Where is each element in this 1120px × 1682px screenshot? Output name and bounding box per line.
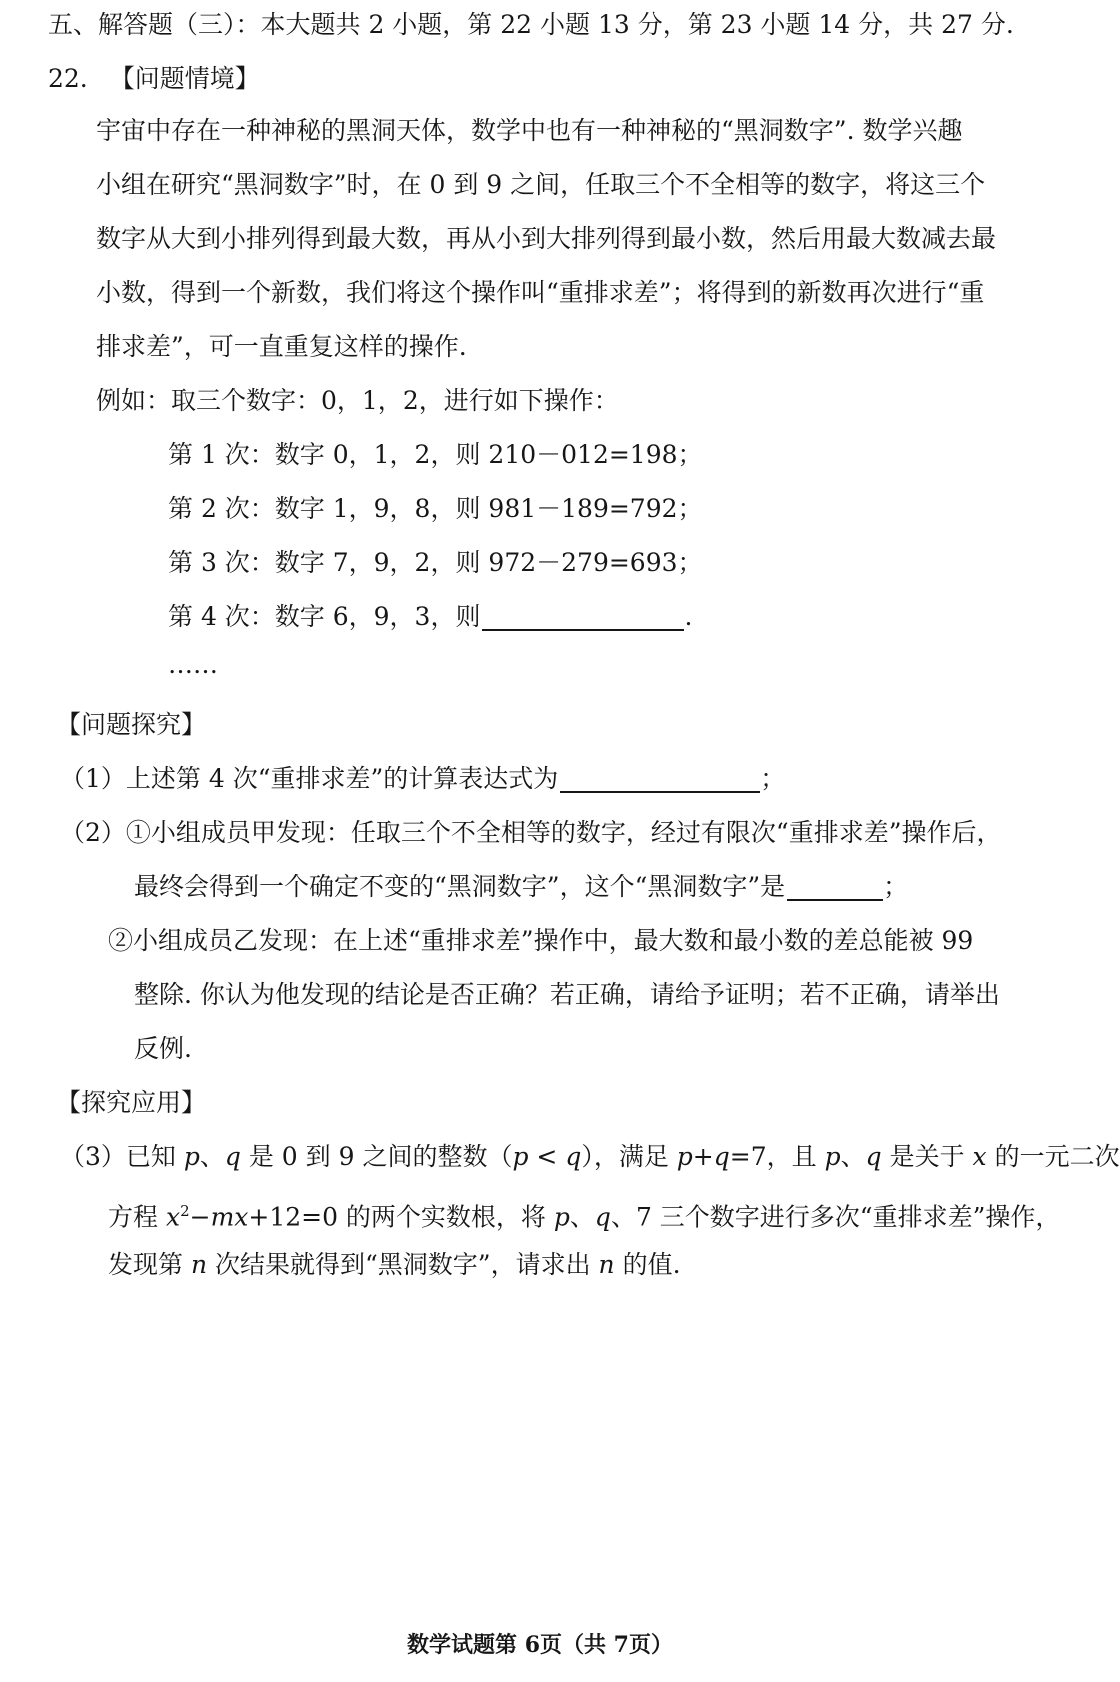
part-2-text: 最终会得到一个确定不变的“黑洞数字”，这个“黑洞数字”是	[134, 872, 786, 901]
step-4	[168, 600, 692, 634]
page-footer: 数学试题第 6页（共 7页）	[407, 1632, 673, 1658]
var-q: q	[713, 1142, 730, 1171]
intro-line-4: 小数，得到一个新数，我们将这个操作叫“重排求差”；将得到的新数再次进行“重	[96, 278, 985, 307]
p3-text: −	[189, 1202, 211, 1232]
var-mx: mx	[210, 1202, 249, 1232]
p3-text: 的值.	[614, 1250, 681, 1279]
ellipsis: ……	[168, 650, 218, 679]
part-1	[60, 762, 785, 796]
part-3-line-1	[60, 1140, 1120, 1174]
part-2b-line-2: 整除. 你认为他发现的结论是否正确？若正确，请给予证明；若不正确，请举出	[134, 980, 1000, 1009]
step-1: 第 1 次：数字 0，1，2，则 210－012=198；	[168, 440, 703, 469]
step-4-prefix: 第 4 次：数字 6，9，3，则	[168, 602, 481, 631]
intro-line-3: 数字从大到小排列得到最大数，再从小到大排列得到最小数，然后用最大数减去最	[96, 224, 997, 253]
p3-text: 次结果就得到“黑洞数字”，请求出	[207, 1250, 599, 1279]
p3-text: 的一元二次	[986, 1142, 1120, 1171]
part-1-answer-blank[interactable]	[560, 765, 760, 793]
black-hole-number-blank[interactable]	[787, 873, 883, 901]
var-p: p	[553, 1202, 570, 1232]
p3-text: 、	[840, 1142, 866, 1171]
explore-title: 【问题探究】	[56, 710, 207, 739]
var-p: p	[183, 1142, 200, 1171]
p3-text: （3）已知	[60, 1142, 184, 1171]
var-n: n	[598, 1250, 615, 1279]
p3-text: 方程	[108, 1202, 166, 1232]
step-4-suffix: .	[684, 602, 693, 631]
var-x: x	[165, 1202, 181, 1232]
intro-line-5: 排求差”，可一直重复这样的操作.	[96, 332, 467, 361]
part-2b-line-3: 反例.	[134, 1034, 192, 1063]
situation-title: 【问题情境】	[109, 64, 260, 93]
p3-text: +12=0 的两个实数根，将	[248, 1202, 554, 1232]
var-n: n	[190, 1250, 208, 1279]
intro-line-1: 宇宙中存在一种神秘的黑洞天体，数学中也有一种神秘的“黑洞数字”. 数学兴趣	[96, 116, 963, 145]
part-2-line-1: （2）①小组成员甲发现：任取三个不全相等的数字，经过有限次“重排求差”操作后，	[60, 818, 1002, 847]
p3-text: 、7 三个数字进行多次“重排求差”操作，	[610, 1202, 1061, 1232]
var-p: p	[824, 1142, 841, 1171]
part-3-line-2	[108, 1194, 1060, 1234]
p3-text: 、	[569, 1202, 595, 1232]
part-3-line-3	[108, 1248, 681, 1282]
part-1-text: （1）上述第 4 次“重排求差”的计算表达式为	[60, 764, 559, 793]
part-2b-line-1: ②小组成员乙发现：在上述“重排求差”操作中，最大数和最小数的差总能被 99	[108, 926, 974, 955]
p3-text: 是 0 到 9 之间的整数（	[240, 1142, 513, 1171]
step-4-answer-blank[interactable]	[482, 603, 684, 631]
p3-text: 、	[199, 1142, 225, 1171]
part-1-suffix: ；	[760, 764, 786, 793]
var-q: q	[865, 1142, 882, 1171]
var-q: q	[224, 1142, 241, 1171]
p3-text: 是关于	[881, 1142, 973, 1171]
apply-title: 【探究应用】	[56, 1088, 207, 1117]
step-3: 第 3 次：数字 7，9，2，则 972－279=693；	[168, 548, 703, 577]
section-header: 五、解答题（三）：本大题共 2 小题，第 22 小题 13 分，第 23 小题 14 分，共 27 分.	[48, 10, 1014, 39]
p3-text: <	[528, 1142, 566, 1171]
part-2-suffix: ；	[883, 872, 909, 901]
p3-text: ），满足	[581, 1142, 677, 1171]
var-p: p	[676, 1142, 693, 1171]
step-2: 第 2 次：数字 1，9，8，则 981－189=792；	[168, 494, 703, 523]
var-q: q	[565, 1142, 582, 1171]
question-number: 22.	[48, 64, 88, 93]
question-heading	[48, 62, 260, 96]
intro-line-2: 小组在研究“黑洞数字”时，在 0 到 9 之间，任取三个不全相等的数字，将这三个	[96, 170, 986, 199]
p3-text: 发现第	[108, 1250, 191, 1279]
p3-text: =7，且	[729, 1142, 825, 1171]
example-label: 例如：取三个数字：0，1，2，进行如下操作：	[96, 386, 619, 415]
part-2-line-2	[134, 870, 908, 904]
var-q: q	[594, 1202, 611, 1232]
var-x: x	[972, 1142, 987, 1171]
exponent: 2	[180, 1202, 190, 1220]
p3-text: +	[692, 1142, 714, 1171]
var-p: p	[512, 1142, 529, 1171]
